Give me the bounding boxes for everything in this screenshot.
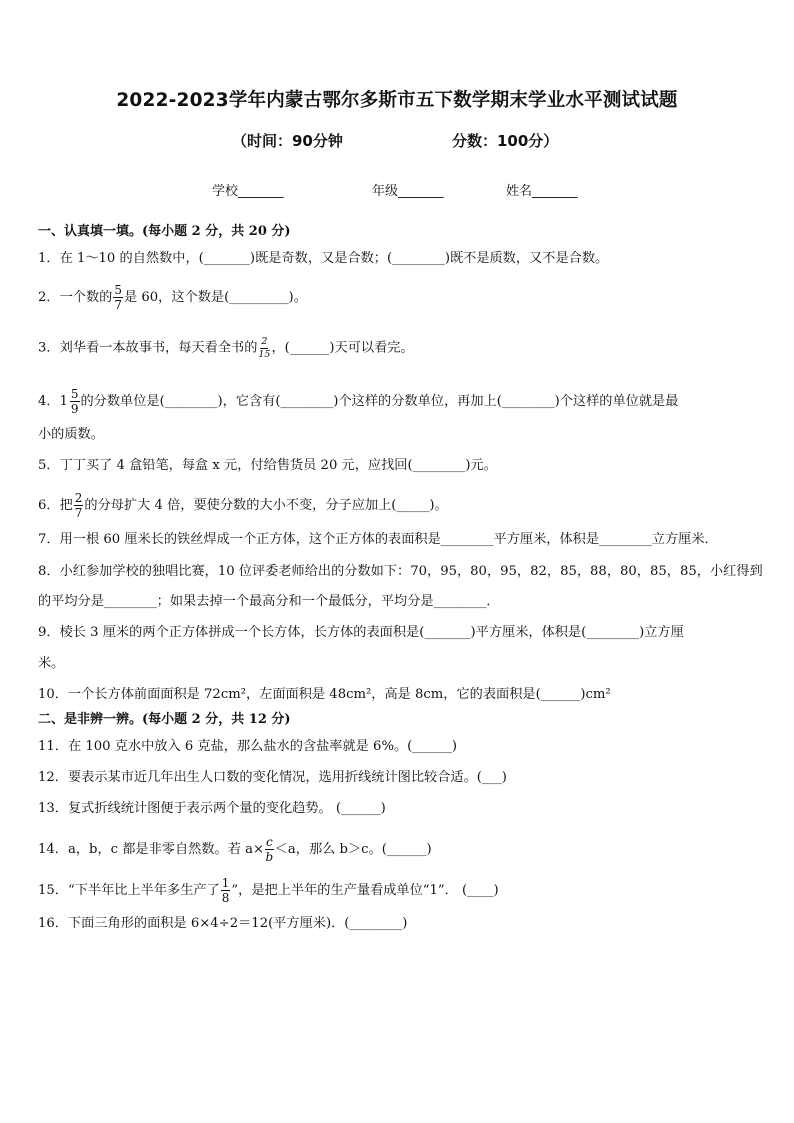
question-9-continued: 米。 (38, 656, 65, 671)
section-heading-fill-in: 一、认真填一填。(每小题 2 分，共 20 分) (38, 224, 291, 239)
question-7: 7．用一根 60 厘米长的铁丝焊成一个正方体，这个正方体的表面积是________平方厘米，体积是________立方厘米． (38, 532, 718, 547)
fraction-denominator: 8 (221, 891, 230, 905)
question-4-text-b: 的分数单位是(________)，它含有(________)个这样的分数单位，再加上(________)个这样的单位就是最 (80, 394, 679, 409)
fraction (113, 284, 123, 311)
fraction (70, 388, 80, 415)
question-14-text-a: 14．a，b，c 都是非零自然数。若 a× (38, 842, 265, 857)
fraction-numerator: c (266, 835, 273, 849)
exam-time: （时间：90分钟 (232, 132, 343, 150)
question-15 (38, 877, 758, 904)
section-heading-true-false: 二、是非辨一辨。(每小题 2 分，共 12 分) (38, 712, 291, 727)
question-12: 12．要表示某市近几年出生人口数的变化情况，选用折线统计图比较合适。(___) (38, 770, 507, 785)
question-10: 10．一个长方体前面面积是 72cm²，左面面积是 48cm²，高是 8cm，它的表面积是(______)cm² (38, 687, 611, 702)
fraction-numerator: 5 (114, 283, 122, 297)
question-4-text-a: 4． (38, 394, 60, 409)
fraction-denominator: 7 (74, 506, 83, 520)
grade-field: 年级_______ (372, 184, 444, 199)
fraction-numerator: 5 (70, 387, 79, 401)
question-3-text-b: ，(______)天可以看完。 (271, 340, 414, 356)
question-14 (38, 836, 758, 863)
question-4-continued: 小的质数。 (38, 427, 104, 442)
fraction-numerator: 2 (261, 336, 268, 347)
fraction-denominator: 15 (258, 348, 271, 360)
question-6-text-b: 的分母扩大 4 倍，要使分数的大小不变，分子应加上(_____)。 (84, 498, 448, 513)
question-9: 9．棱长 3 厘米的两个正方体拼成一个长方体，长方体的表面积是(_______)平方厘米，体积是(________)立方厘 (38, 625, 684, 640)
question-1: 1．在 1～10 的自然数中，(_______)既是奇数，又是合数；(________)既不是质数，又不是合数。 (38, 251, 609, 266)
fraction-denominator: 7 (114, 298, 122, 312)
question-15-text-b: ”，是把上半年的生产量看成单位“1”． (____) (231, 883, 499, 898)
question-6 (38, 492, 758, 519)
fraction (221, 877, 231, 904)
question-2-text-b: 是 60，这个数是(_________)。 (123, 290, 307, 305)
question-8-continued: 的平均分是________；如果去掉一个最高分和一个最低分，平均分是________． (38, 594, 500, 609)
question-6-text-a: 6．把 (38, 498, 73, 513)
question-2-text-a: 2．一个数的 (38, 290, 113, 305)
question-3 (38, 337, 758, 359)
question-5: 5．丁丁买了 4 盒铅笔，每盒 x 元，付给售货员 20 元，应找回(________)元。 (38, 458, 497, 473)
mixed-number (60, 388, 81, 415)
question-2 (38, 284, 758, 311)
page-title: 2022-2023学年内蒙古鄂尔多斯市五下数学期末学业水平测试试题 (116, 90, 678, 111)
question-3-text-a: 3．刘华看一本故事书，每天看全书的 (38, 340, 258, 356)
name-field: 姓名_______ (506, 184, 578, 199)
question-13: 13．复式折线统计图便于表示两个量的变化趋势。 (______) (38, 801, 386, 816)
question-14-text-b: ＜a，那么 b＞c。(______) (274, 842, 432, 857)
fraction (258, 337, 270, 359)
question-11: 11．在 100 克水中放入 6 克盐，那么盐水的含盐率就是 6%。(______) (38, 739, 458, 754)
question-4 (38, 388, 758, 415)
mixed-whole: 1 (59, 393, 68, 409)
question-16: 16．下面三角形的面积是 6×4÷2＝12(平方厘米)．(________) (38, 916, 408, 931)
fraction-numerator: 1 (221, 876, 230, 890)
question-8: 8．小红参加学校的独唱比赛，10 位评委老师给出的分数如下：70，95，80，95，82，85，88，80，85，85，小红得到 (38, 564, 763, 579)
school-field: 学校_______ (212, 184, 284, 199)
question-15-text-a: 15．“下半年比上半年多生产了 (38, 883, 220, 898)
exam-score: 分数：100分） (452, 132, 559, 150)
fraction-denominator: b (265, 850, 274, 864)
fraction (265, 836, 274, 863)
fraction-denominator: 9 (70, 402, 79, 416)
fraction-numerator: 2 (74, 491, 83, 505)
fraction (74, 492, 84, 519)
